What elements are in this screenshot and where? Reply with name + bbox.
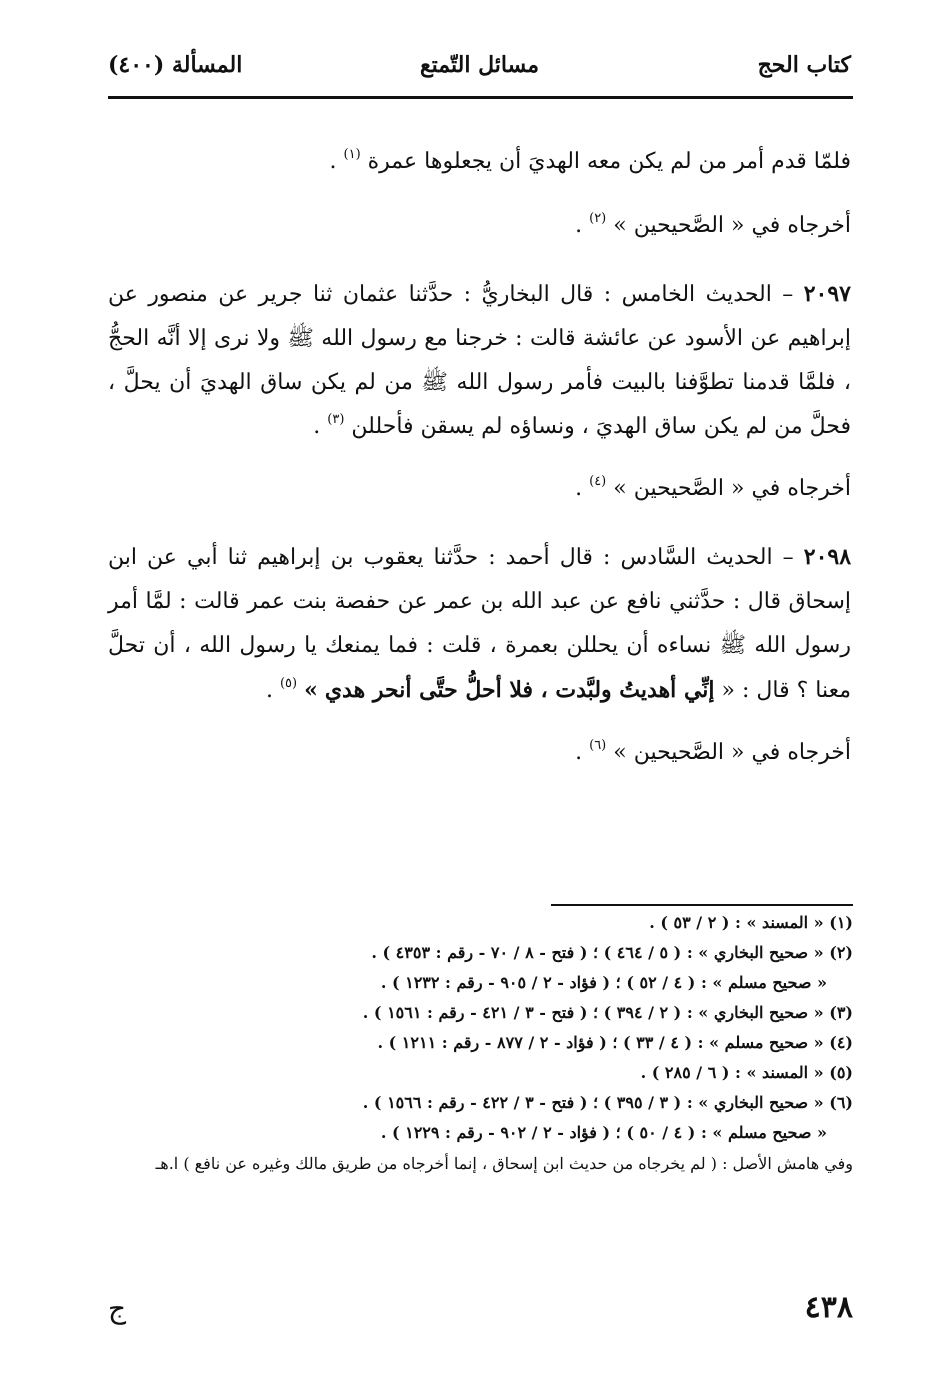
footnote-5: (٥) « المسند » : ( ٦ / ٢٨٥ ) . — [640, 1063, 853, 1082]
hadith-2098 — [108, 535, 851, 713]
takhrij-line — [108, 467, 851, 511]
header-divider — [108, 96, 853, 99]
paragraph-end: . — [329, 149, 337, 174]
hadith-number: ٢٠٩٨ — [803, 544, 852, 570]
takhrij-end: . — [575, 740, 583, 765]
signature-mark: ج — [108, 1292, 127, 1325]
footnote-1: (١) « المسند » : ( ٢ / ٥٣ ) . — [649, 913, 853, 932]
footnote-ref: (٣) — [327, 412, 345, 427]
paragraph-text: فلمّا قدم أمر من لم يكن معه الهديَ أن يجعلوها عمرة — [367, 149, 851, 174]
hadith-2097 — [108, 272, 851, 449]
header-issue-number: المسألة (٤٠٠) — [108, 52, 243, 78]
footnote-2-continuation: « صحيح مسلم » : ( ٤ / ٥٢ ) ؛ ( فؤاد - ٢ / ٩٠٥ - رقم : ١٢٣٢ ) . — [380, 973, 827, 992]
takhrij-end: . — [575, 476, 583, 501]
takhrij-text: أخرجاه في « الصَّحيحين » — [613, 740, 851, 765]
footnote-4: (٤) « صحيح مسلم » : ( ٤ / ٣٣ ) ؛ ( فؤاد - ٢ / ٨٧٧ - رقم : ١٢١١ ) . — [377, 1033, 853, 1052]
paragraph-continuation — [108, 140, 851, 184]
hadith-text: – الحديث الخامس : قال البخاريُّ : حدَّثنا عثمان ثنا جرير عن منصور عن إبراهيم عن الأسود عن عائشة قالت : خرجنا مع رسول الله ﷺ ولا نرى إلا أنَّه الحجُّ ، فلمَّا قدمنا تطوَّفنا بالبيت فأمر رسول الله ﷺ من لم يكن ساق الهديَ أن يحلَّ ، فحلَّ من لم يكن ساق الهديَ ، ونساؤه لم يسقن فأحللن — [108, 282, 851, 439]
takhrij-text: أخرجاه في « الصَّحيحين » — [613, 476, 851, 501]
hadith-number: ٢٠٩٧ — [803, 281, 851, 307]
hadith-end: . — [265, 678, 273, 703]
running-header — [108, 52, 851, 92]
header-book-title: كتاب الحج — [757, 52, 851, 78]
hadith-end: . — [313, 414, 321, 439]
header-section-title: مسائل التّمتع — [419, 52, 540, 78]
takhrij-line — [108, 204, 851, 248]
footnote-ref: (٥) — [279, 676, 298, 691]
footnote-6: (٦) « صحيح البخاري » : ( ٣ / ٣٩٥ ) ؛ ( فتح - ٣ / ٤٢٢ - رقم : ١٥٦٦ ) . — [362, 1093, 853, 1112]
footnote-divider — [551, 904, 853, 906]
prophetic-quote: إنِّي أهديتُ ولبَّدت ، فلا أحلُّ حتَّى أنحر هدي — [324, 677, 715, 703]
footnote-6-margin-note: وفي هامش الأصل : ( لم يخرجاه من حديث ابن إسحاق ، إنما أخرجاه من طريق مالك وغيره عن نافع ) ا.هـ — [155, 1154, 853, 1173]
takhrij-text: أخرجاه في « الصَّحيحين » — [613, 213, 851, 238]
footnote-3: (٣) « صحيح البخاري » : ( ٢ / ٣٩٤ ) ؛ ( فتح - ٣ / ٤٢١ - رقم : ١٥٦١ ) . — [362, 1003, 853, 1022]
footnotes — [108, 908, 853, 1180]
footnote-6-continuation: « صحيح مسلم » : ( ٤ / ٥٠ ) ؛ ( فؤاد - ٢ / ٩٠٢ - رقم : ١٢٢٩ ) . — [380, 1123, 827, 1142]
quote-close: » — [304, 677, 318, 703]
takhrij-end: . — [575, 213, 583, 238]
main-text — [108, 140, 851, 799]
footnote-ref: (١) — [343, 147, 361, 162]
footnote-ref: (٤) — [589, 474, 607, 489]
page-number: ٤٣٨ — [804, 1290, 853, 1325]
hadith-text: – الحديث السَّادس : قال أحمد : حدَّثنا يعقوب بن إبراهيم ثنا أبي عن ابن إسحاق قال : حدَّثني نافع عن عبد الله بن عمر عن حفصة بنت عمر قالت : لمَّا أمر رسول الله ﷺ نساءه أن يحللن بعمرة ، قلت : فما يمنعك يا رسول الله ، أن تحلَّ معنا ؟ قال : « — [108, 545, 851, 703]
footnote-ref: (٢) — [589, 211, 607, 226]
takhrij-line — [108, 731, 851, 775]
footnote-ref: (٦) — [589, 738, 607, 753]
footnote-2: (٢) « صحيح البخاري » : ( ٥ / ٤٦٤ ) ؛ ( فتح - ٨ / ٧٠ - رقم : ٤٣٥٣ ) . — [371, 943, 853, 962]
